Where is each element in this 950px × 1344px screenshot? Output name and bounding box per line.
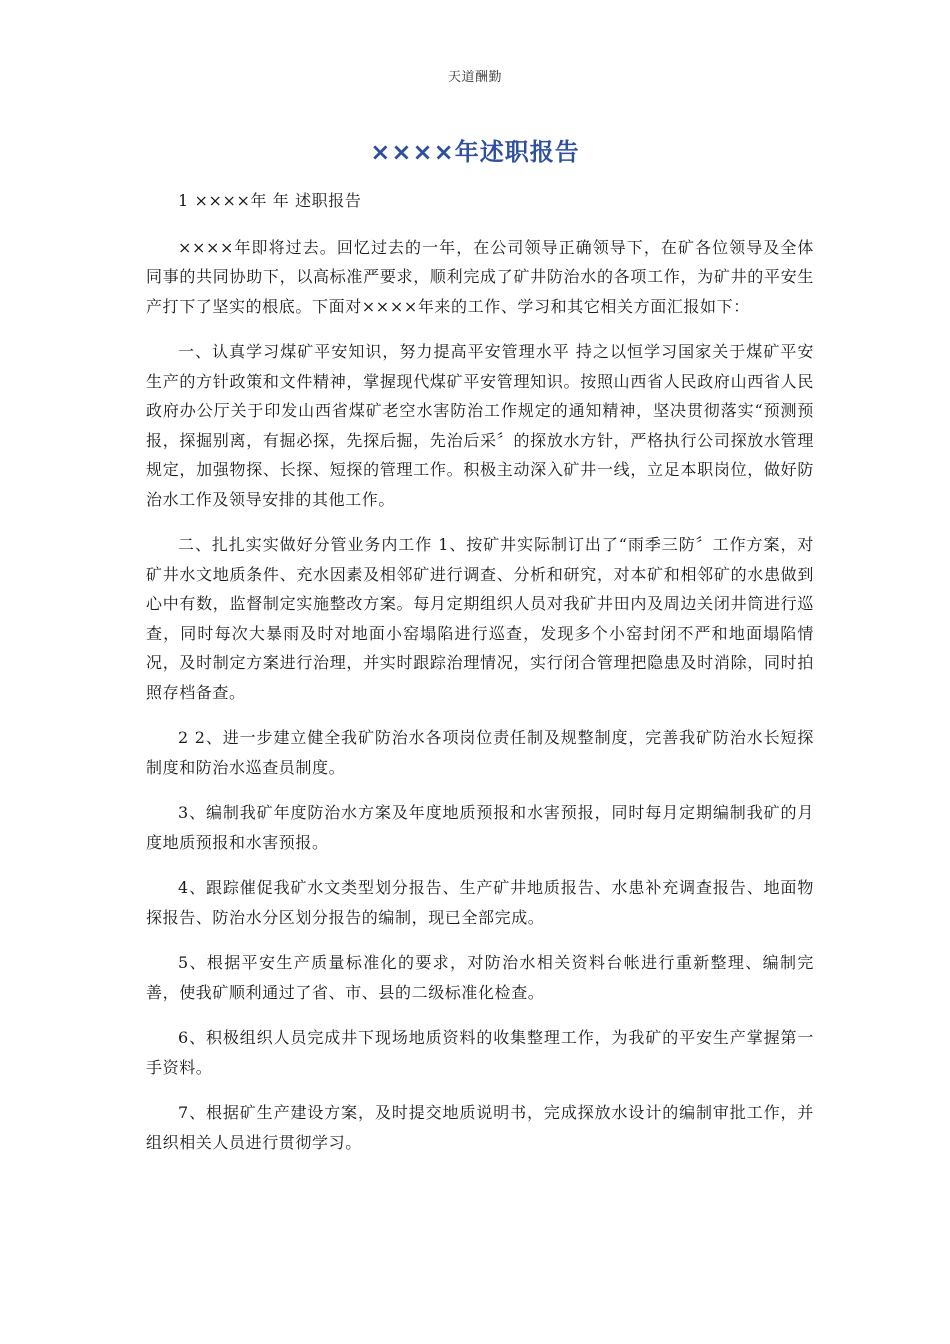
paragraph-item-4: 4、跟踪催促我矿水文类型划分报告、生产矿井地质报告、水患补充调查报告、地面物探报告、防治水分区划分报告的编制，现已全部完成。 bbox=[146, 878, 814, 927]
paragraph-intro: ××××年即将过去。回忆过去的一年，在公司领导正确领导下，在矿各位领导及全体同事的共同协助下，以高标准严要求，顺利完成了矿井防治水的各项工作，为矿井的平安生产打下了坚实的根底。下面对××××年来的工作、学习和其它相关方面汇报如下： bbox=[146, 237, 814, 316]
paragraph-item-3: 3、编制我矿年度防治水方案及年度地质预报和水害预报，同时每月定期编制我矿的月度地质预报和水害预报。 bbox=[146, 803, 814, 852]
paragraph-item-7: 7、根据矿生产建设方案，及时提交地质说明书，完成探放水设计的编制审批工作，并组织相关人员进行贯彻学习。 bbox=[146, 1103, 814, 1152]
document-body bbox=[146, 186, 814, 1173]
paragraph-item-2: 2 2、进一步建立健全我矿防治水各项岗位责任制及规整制度，完善我矿防治水长短探制度和防治水巡查员制度。 bbox=[146, 728, 814, 777]
paragraph-section-2: 二、扎扎实实做好分管业务内工作 1、按矿井实际制订出了“雨季三防〞工作方案，对矿井水文地质条件、充水因素及相邻矿进行调查、分析和研究，对本矿和相邻矿的水患做到心中有数，监督制定实施整改方案。每月定期组织人员对我矿井田内及周边关闭井筒进行巡查，同时每次大暴雨及时对地面小窑塌陷进行巡查，发现多个小窑封闭不严和地面塌陷情况，及时制定方案进行治理，并实时跟踪治理情况，实行闭合管理把隐患及时消除，同时拍照存档备查。 bbox=[146, 535, 814, 702]
page-header: 天道酬勤 bbox=[447, 70, 502, 85]
paragraph-subtitle: 1 ××××年 年 述职报告 bbox=[178, 191, 362, 210]
paragraph-item-6: 6、积极组织人员完成井下现场地质资料的收集整理工作，为我矿的平安生产掌握第一手资料。 bbox=[146, 1028, 814, 1077]
paragraph-item-5: 5、根据平安生产质量标准化的要求，对防治水相关资料台帐进行重新整理、编制完善，使我矿顺利通过了省、市、县的二级标准化检查。 bbox=[146, 953, 814, 1002]
document-title: ××××年述职报告 bbox=[370, 138, 580, 166]
paragraph-section-1: 一、认真学习煤矿平安知识，努力提高平安管理水平 持之以恒学习国家关于煤矿平安生产的方针政策和文件精神，掌握现代煤矿平安管理知识。按照山西省人民政府山西省人民政府办公厅关于印发山西省煤矿老空水害防治工作规定的通知精神，坚决贯彻落实“预测预报，探掘别离，有掘必探，先探后掘，先治后采〞的探放水方针，严格执行公司探放水管理规定，加强物探、长探、短探的管理工作。积极主动深入矿井一线，立足本职岗位，做好防治水工作及领导安排的其他工作。 bbox=[146, 342, 814, 509]
